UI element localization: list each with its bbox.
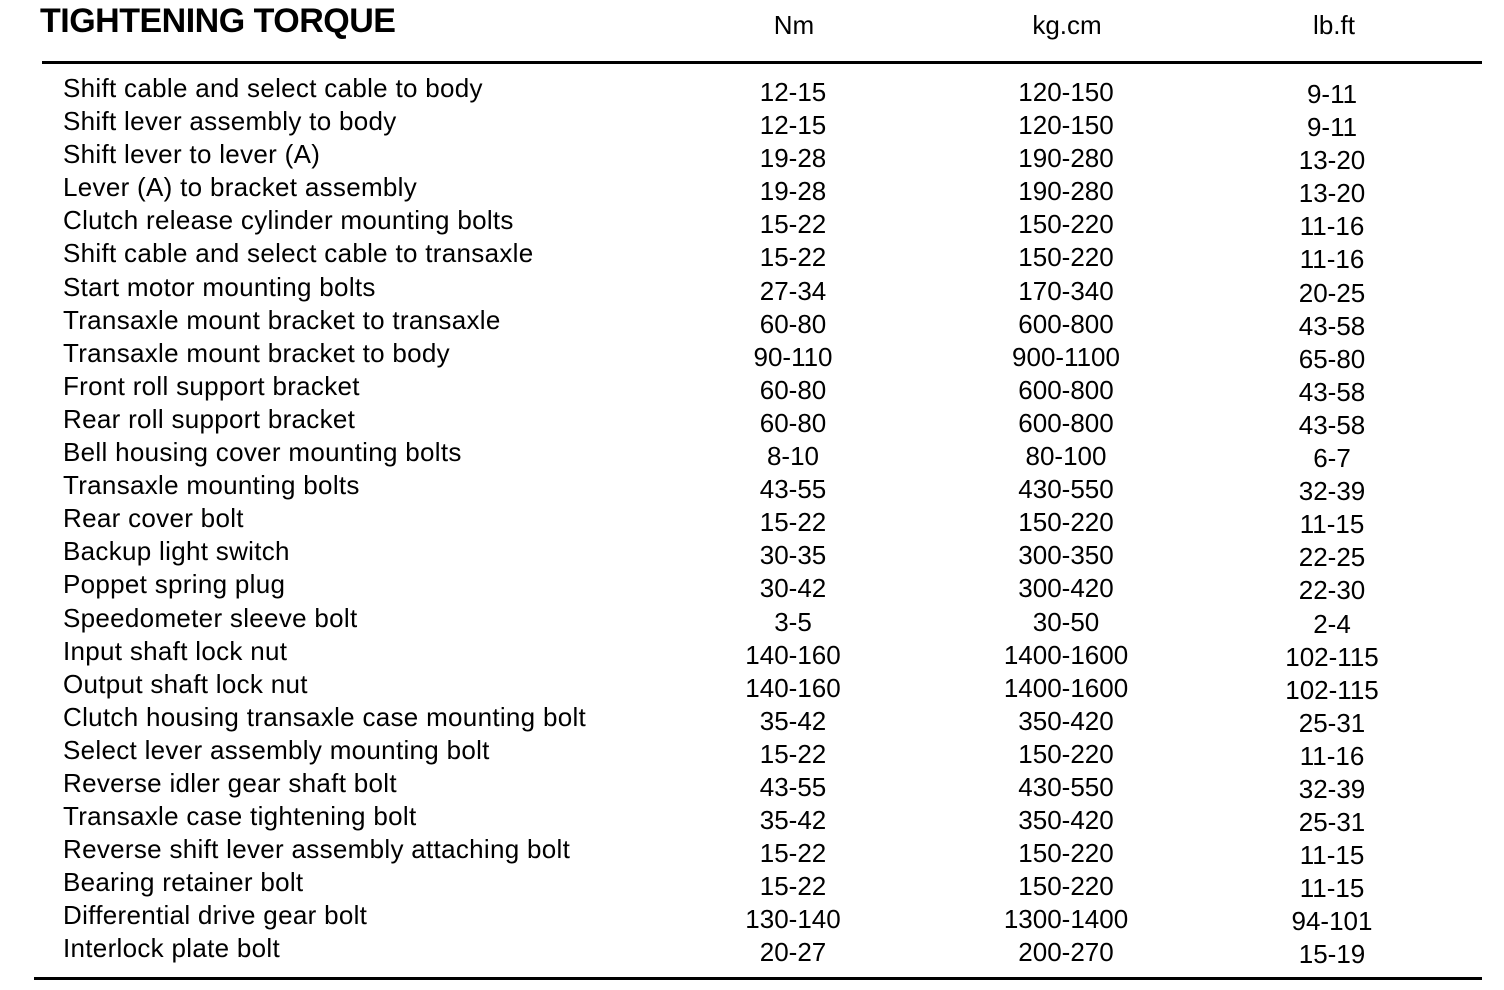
torque-lbft-value: 25-31 <box>1298 807 1366 838</box>
torque-lbft-value: 11-16 <box>1299 244 1365 275</box>
table-row <box>0 337 1504 374</box>
table-row <box>0 403 1504 440</box>
fastener-description: Lever (A) to bracket assembly <box>63 172 418 203</box>
torque-nm-value: 27-34 <box>759 275 827 306</box>
torque-kgcm-value: 150-220 <box>1018 209 1114 240</box>
torque-nm-value: 19-28 <box>759 143 827 174</box>
torque-lbft-value: 9-11 <box>1306 79 1358 109</box>
torque-lbft-value: 11-16 <box>1299 740 1365 771</box>
torque-kgcm-value: 600-800 <box>1018 374 1114 405</box>
fastener-description: Reverse idler gear shaft bolt <box>63 767 397 798</box>
torque-kgcm-value: 1400-1600 <box>1003 639 1129 670</box>
column-header-lbft: lb.ft <box>1313 10 1355 40</box>
fastener-description: Clutch release cylinder mounting bolts <box>63 205 514 236</box>
torque-nm-value: 140-160 <box>745 672 841 703</box>
torque-lbft-value: 43-58 <box>1298 376 1366 407</box>
torque-kgcm-value: 430-550 <box>1018 771 1114 802</box>
fastener-description: Front roll support bracket <box>63 370 360 401</box>
fastener-description: Clutch housing transaxle case mounting bolt <box>63 701 587 732</box>
torque-nm-value: 130-140 <box>745 904 841 935</box>
fastener-description: Shift cable and select cable to body <box>63 73 483 103</box>
table-row <box>0 767 1504 804</box>
torque-kgcm-value: 150-220 <box>1018 838 1114 869</box>
torque-nm-value: 12-15 <box>759 77 827 107</box>
table-row <box>0 105 1504 143</box>
fastener-description: Input shaft lock nut <box>63 635 288 666</box>
table-row <box>0 602 1504 639</box>
column-header-kgcm: kg.cm <box>1032 10 1102 40</box>
torque-nm-value: 35-42 <box>759 705 827 736</box>
torque-lbft-value: 65-80 <box>1298 343 1366 374</box>
table-row <box>0 535 1504 573</box>
fastener-description: Backup light switch <box>63 536 290 567</box>
table-row <box>0 701 1504 738</box>
table-row <box>0 833 1504 871</box>
torque-nm-value: 19-28 <box>759 176 827 207</box>
table-row <box>0 635 1504 672</box>
torque-nm-value: 15-22 <box>759 838 827 869</box>
table-row <box>0 668 1504 705</box>
table-row <box>0 138 1504 176</box>
fastener-description: Bearing retainer bolt <box>63 867 304 898</box>
column-header-nm: Nm <box>773 10 815 40</box>
torque-nm-value: 12-15 <box>759 110 827 141</box>
table-row <box>0 72 1504 109</box>
fastener-description: Output shaft lock nut <box>63 668 308 699</box>
torque-lbft-value: 13-20 <box>1298 145 1366 176</box>
fastener-description: Start motor mounting bolts <box>63 271 376 302</box>
table-row <box>0 932 1504 970</box>
table-row <box>0 370 1504 407</box>
fastener-description: Transaxle mounting bolts <box>63 470 360 501</box>
torque-kgcm-value: 350-420 <box>1018 805 1114 836</box>
fastener-description: Shift lever to lever (A) <box>63 139 321 170</box>
torque-kgcm-value: 600-800 <box>1018 407 1114 438</box>
torque-kgcm-value: 900-1100 <box>1012 341 1120 372</box>
fastener-description: Reverse shift lever assembly attaching bolt <box>63 834 571 865</box>
torque-lbft-value: 11-15 <box>1299 873 1365 904</box>
torque-kgcm-value: 190-280 <box>1018 143 1114 174</box>
fastener-description: Transaxle mount bracket to transaxle <box>63 304 501 335</box>
torque-lbft-value: 2-4 <box>1313 608 1351 639</box>
torque-kgcm-value: 120-150 <box>1018 110 1114 141</box>
torque-nm-value: 30-42 <box>759 573 827 604</box>
torque-kgcm-value: 80-100 <box>1025 441 1107 472</box>
table-title: TIGHTENING TORQUE <box>40 2 396 40</box>
torque-kgcm-value: 150-220 <box>1018 871 1114 902</box>
table-row <box>0 271 1504 308</box>
table-row <box>0 502 1504 540</box>
torque-lbft-value: 102-115 <box>1285 641 1379 672</box>
torque-lbft-value: 20-25 <box>1298 277 1366 308</box>
torque-nm-value: 140-160 <box>745 639 841 670</box>
fastener-description: Rear cover bolt <box>63 503 244 534</box>
torque-nm-value: 15-22 <box>759 209 827 240</box>
torque-kgcm-value: 350-420 <box>1018 705 1114 736</box>
fastener-description: Poppet spring plug <box>63 569 286 600</box>
torque-kgcm-value: 30-50 <box>1032 606 1100 637</box>
fastener-description: Interlock plate bolt <box>63 933 281 964</box>
fastener-description: Differential drive gear bolt <box>63 900 368 931</box>
torque-nm-value: 43-55 <box>759 474 827 505</box>
table-row <box>0 304 1504 341</box>
torque-lbft-value: 22-30 <box>1298 575 1366 606</box>
torque-kgcm-value: 150-220 <box>1018 507 1114 538</box>
torque-lbft-value: 11-16 <box>1299 211 1365 242</box>
torque-lbft-value: 43-58 <box>1298 409 1366 440</box>
torque-lbft-value: 94-101 <box>1291 906 1373 937</box>
table-row <box>0 866 1504 904</box>
torque-lbft-value: 25-31 <box>1298 707 1366 738</box>
torque-nm-value: 60-80 <box>759 308 827 339</box>
torque-lbft-value: 15-19 <box>1298 939 1366 970</box>
fastener-description: Transaxle mount bracket to body <box>63 337 450 368</box>
torque-nm-value: 8-10 <box>766 441 820 472</box>
torque-nm-value: 60-80 <box>759 374 827 405</box>
table-row <box>0 568 1504 606</box>
table-row <box>0 734 1504 771</box>
torque-nm-value: 43-55 <box>759 771 827 802</box>
fastener-description: Select lever assembly mounting bolt <box>63 734 490 765</box>
torque-lbft-value: 13-20 <box>1298 178 1366 209</box>
torque-kgcm-value: 600-800 <box>1018 308 1114 339</box>
torque-nm-value: 15-22 <box>759 507 827 538</box>
torque-kgcm-value: 430-550 <box>1018 474 1114 505</box>
table-row <box>0 899 1504 937</box>
torque-lbft-value: 43-58 <box>1298 310 1366 341</box>
table-row <box>0 204 1504 242</box>
torque-kgcm-value: 170-340 <box>1018 275 1114 306</box>
table-row <box>0 237 1504 275</box>
torque-nm-value: 90-110 <box>753 341 833 372</box>
header-divider <box>42 61 1482 64</box>
footer-divider <box>34 977 1482 980</box>
torque-kgcm-value: 120-150 <box>1018 77 1114 107</box>
torque-lbft-value: 22-25 <box>1298 542 1366 573</box>
torque-lbft-value: 11-15 <box>1299 840 1365 871</box>
fastener-description: Rear roll support bracket <box>63 403 356 434</box>
torque-nm-value: 3-5 <box>774 606 812 637</box>
torque-nm-value: 15-22 <box>759 242 827 273</box>
torque-kgcm-value: 300-350 <box>1018 540 1114 571</box>
torque-nm-value: 15-22 <box>759 738 827 769</box>
torque-lbft-value: 6-7 <box>1313 443 1351 474</box>
torque-lbft-value: 32-39 <box>1298 773 1366 804</box>
torque-kgcm-value: 190-280 <box>1018 176 1114 207</box>
torque-lbft-value: 102-115 <box>1285 674 1379 705</box>
fastener-description: Shift cable and select cable to transaxle <box>63 238 534 269</box>
fastener-description: Shift lever assembly to body <box>63 106 397 137</box>
table-row <box>0 171 1504 209</box>
torque-nm-value: 20-27 <box>759 937 827 968</box>
torque-kgcm-value: 1300-1400 <box>1003 904 1129 935</box>
fastener-description: Transaxle case tightening bolt <box>63 801 417 832</box>
fastener-description: Speedometer sleeve bolt <box>63 602 358 633</box>
torque-kgcm-value: 150-220 <box>1018 242 1114 273</box>
torque-nm-value: 60-80 <box>759 407 827 438</box>
torque-lbft-value: 11-15 <box>1299 509 1365 540</box>
torque-kgcm-value: 200-270 <box>1018 937 1114 968</box>
table-row <box>0 436 1504 474</box>
torque-kgcm-value: 150-220 <box>1018 738 1114 769</box>
torque-lbft-value: 32-39 <box>1298 476 1366 507</box>
torque-kgcm-value: 1400-1600 <box>1003 672 1129 703</box>
table-row <box>0 469 1504 507</box>
torque-kgcm-value: 300-420 <box>1018 573 1114 604</box>
torque-nm-value: 35-42 <box>759 805 827 836</box>
table-row <box>0 800 1504 838</box>
fastener-description: Bell housing cover mounting bolts <box>63 437 462 468</box>
torque-nm-value: 15-22 <box>759 871 827 902</box>
torque-lbft-value: 9-11 <box>1306 112 1358 143</box>
torque-nm-value: 30-35 <box>759 540 827 571</box>
torque-table-body <box>0 72 1504 970</box>
